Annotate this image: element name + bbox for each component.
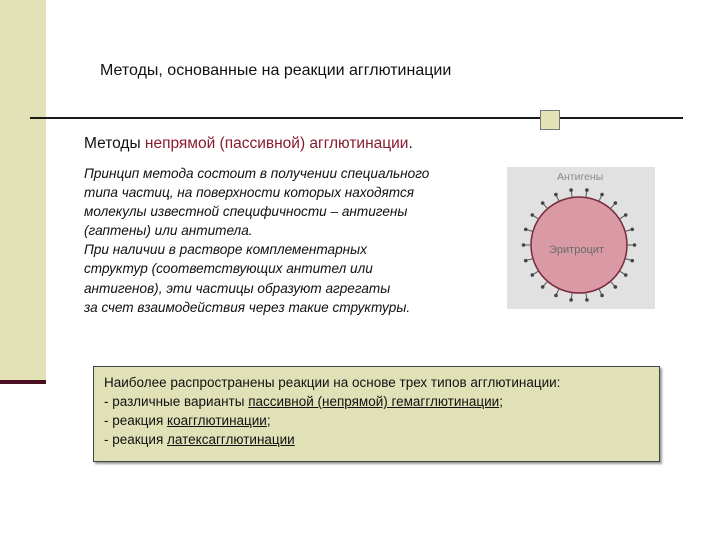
antigen-stem <box>599 196 601 201</box>
erythrocyte-label: Эритроцит <box>549 244 604 256</box>
subtitle-highlight: непрямой (пассивной) агглютинации <box>144 135 409 152</box>
left-accent-bar <box>0 0 46 380</box>
antigen-marker <box>554 294 558 298</box>
antigen-marker <box>614 201 618 205</box>
erythrocyte-figure <box>507 167 655 309</box>
principle-line: антигенов), эти частицы образуют агрегаты <box>84 280 391 296</box>
principle-line: структур (соответствующих антител или <box>84 261 373 277</box>
item-prefix: - различные варианты <box>104 394 249 409</box>
info-item-passive <box>104 392 651 411</box>
antigen-marker <box>614 285 618 289</box>
principle-line: При наличии в растворе комплементарных <box>84 242 367 258</box>
antigen-marker <box>633 243 637 247</box>
antigen-stem <box>544 204 548 209</box>
antigen-stem <box>625 259 631 261</box>
antigen-marker <box>600 193 604 197</box>
antigen-marker <box>531 273 535 277</box>
antigen-marker <box>600 294 604 298</box>
antigen-marker <box>624 273 628 277</box>
antigen-marker <box>541 201 545 205</box>
antigen-marker <box>524 228 528 232</box>
subtitle-suffix: . <box>408 135 413 152</box>
info-intro: Наиболее распространены реакции на основе трех типов агглютинации: <box>104 375 561 390</box>
item-suffix: ; <box>499 394 503 409</box>
slide-title: Методы, основанные на реакции агглютинации <box>100 62 452 79</box>
erythrocyte-diagram <box>507 167 655 309</box>
antigen-stem <box>571 192 572 198</box>
antigen-marker <box>569 298 573 302</box>
antigen-stem <box>534 271 539 274</box>
antigen-stem <box>619 216 624 219</box>
antigen-stem <box>610 204 614 209</box>
antigen-marker <box>585 298 589 302</box>
antigen-stem <box>557 289 559 294</box>
principle-line: Принцип метода состоит в получении специального <box>84 166 430 181</box>
antigen-marker <box>569 188 573 192</box>
principle-line: молекулы известной специфичности – антигены <box>84 204 408 220</box>
antigen-stem <box>610 281 614 286</box>
antigen-stem <box>599 289 601 294</box>
antigen-stem <box>625 230 631 232</box>
title-divider <box>30 117 683 119</box>
latex-agglutination-link[interactable]: латексагглютинации <box>167 432 295 447</box>
antigen-marker <box>524 259 528 263</box>
antigen-stem <box>527 259 533 261</box>
slide-subtitle <box>84 135 413 153</box>
agglutination-types-box <box>93 366 660 462</box>
antigen-marker <box>585 188 589 192</box>
antigen-stem <box>619 271 624 274</box>
antigen-marker <box>624 213 628 217</box>
item-suffix: ; <box>266 413 271 428</box>
coagglutination-link[interactable]: коагглютинации <box>167 413 267 428</box>
left-accent-bar-bottom <box>0 380 46 384</box>
antigen-stem <box>586 192 587 198</box>
antigen-stem <box>534 216 539 219</box>
antigen-marker <box>522 243 526 247</box>
antigen-marker <box>541 285 545 289</box>
item-prefix: - реакция <box>104 413 168 428</box>
antigens-label: Антигены <box>557 171 604 183</box>
antigen-marker <box>554 193 558 197</box>
passive-hemagglutination-link[interactable]: пассивной (непрямой) гемагглютинации <box>248 394 500 409</box>
antigen-stem <box>557 196 559 201</box>
info-item-latex <box>104 430 651 449</box>
principle-line: типа частиц, на поверхности которых находятся <box>84 185 415 201</box>
antigen-stem <box>571 293 572 299</box>
decorative-square <box>540 110 560 130</box>
principle-line: (гаптены) или антитела. <box>84 223 253 239</box>
principle-line: за счет взаимодействия через такие структуры. <box>84 299 411 315</box>
antigen-stem <box>527 230 533 232</box>
subtitle-prefix: Методы <box>84 135 145 152</box>
antigen-marker <box>630 259 634 263</box>
antigen-stem <box>544 281 548 286</box>
item-prefix: - реакция <box>104 432 168 447</box>
antigen-marker <box>630 228 634 232</box>
antigen-marker <box>531 213 535 217</box>
antigen-stem <box>586 293 587 299</box>
info-item-coagglutination <box>104 411 651 430</box>
principle-text <box>84 164 504 317</box>
